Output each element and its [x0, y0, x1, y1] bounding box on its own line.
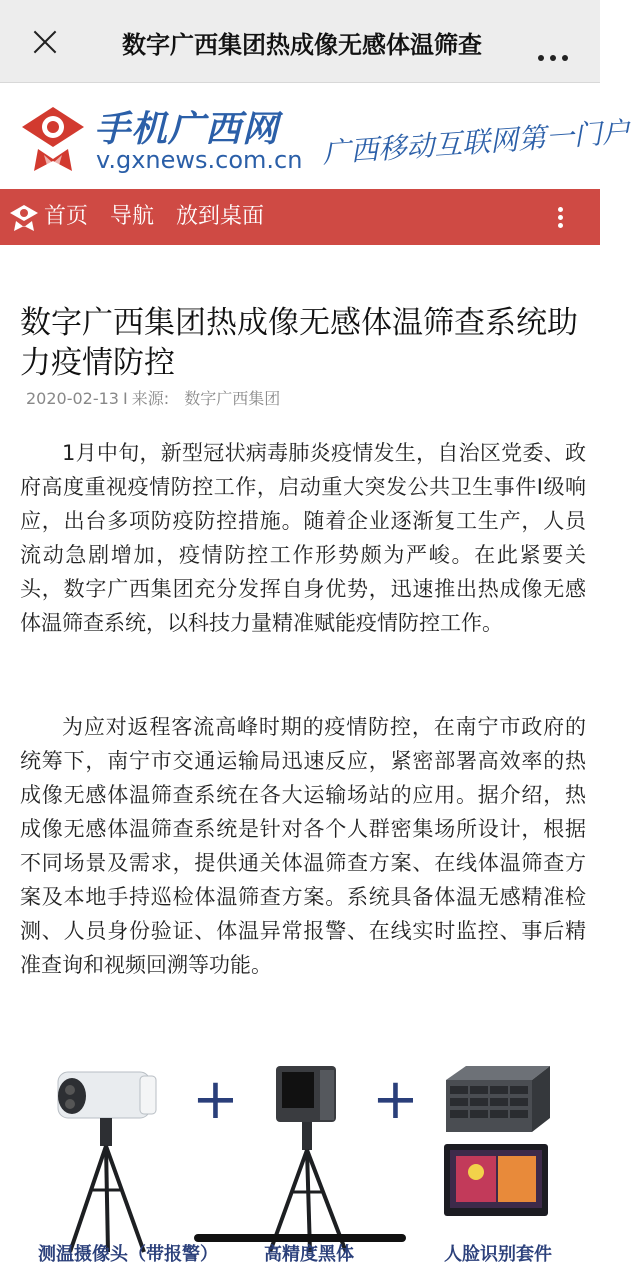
nav-more-icon[interactable]: [558, 207, 564, 231]
article-title: 数字广西集团热成像无感体温筛查系统助力疫情防控: [20, 304, 578, 381]
meta-separator: I: [122, 389, 128, 408]
article-source-label: 来源:: [131, 389, 170, 408]
blackbody-device-icon: [270, 1066, 346, 1252]
nav-item-navigation[interactable]: 导航: [110, 204, 155, 229]
site-logo-icon[interactable]: [18, 103, 88, 175]
nav-item-add-to-desktop[interactable]: 放到桌面: [176, 204, 265, 229]
site-url: v.gxnews.com.cn: [96, 146, 303, 174]
thermal-camera-icon: [58, 1072, 156, 1252]
more-options-icon[interactable]: [538, 46, 574, 65]
product-image: [20, 1060, 580, 1265]
plus-sign: +: [192, 1067, 239, 1132]
article-meta: [26, 386, 280, 409]
home-icon[interactable]: [8, 201, 40, 233]
nav-bar: [0, 189, 600, 245]
app-bar: [0, 0, 600, 83]
face-recognition-kit-icon: [444, 1066, 550, 1216]
close-icon[interactable]: [30, 27, 60, 57]
article-paragraph: 1月中旬，新型冠状病毒肺炎疫情发生，自治区党委、政府高度重视疫情防控工作，启动重大突发公共卫生事件I级响应，出台多项防疫防控措施。随着企业逐渐复工生产，人员流动急剧增加，疫情防控工作形势颇为严峻。在此紧要关头，数字广西集团充分发挥自身优势，迅速推出热成像无感体温筛查系统，以科技力量精准赋能疫情防控工作。: [20, 441, 586, 635]
window-title: 数字广西集团热成像无感体温筛查: [122, 31, 482, 59]
nav-item-home[interactable]: 首页: [44, 204, 89, 229]
site-logo-text[interactable]: 手机广西网: [94, 109, 280, 150]
product-illustration: [20, 1060, 580, 1252]
site-slogan: 广西移动互联网第一门户: [321, 115, 631, 170]
home-indicator[interactable]: [194, 1234, 406, 1242]
caption-blackbody: 高精度黑体: [264, 1244, 354, 1265]
caption-face-recognition: 人脸识别套件: [444, 1244, 552, 1265]
article-paragraph: 为应对返程客流高峰时期的疫情防控，在南宁市政府的统筹下，南宁市交通运输局迅速反应，紧密部署高效率的热成像无感体温筛查系统在各大运输场站的应用。据介绍，热成像无感体温筛查系统是针对各个人群密集场所设计，根据不同场景及需求，提供通关体温筛查方案、在线体温筛查方案及本地手持巡检体温筛查方案。系统具备体温无感精准检测、人员身份验证、体温异常报警、在线实时监控、事后精准查询和视频回溯等功能。: [20, 715, 586, 977]
article-date: 2020-02-13: [26, 389, 119, 408]
site-header: [0, 83, 631, 189]
article-source[interactable]: 数字广西集团: [184, 389, 281, 408]
plus-sign: +: [372, 1067, 419, 1132]
caption-camera: 测温摄像头（带报警）: [38, 1244, 218, 1265]
